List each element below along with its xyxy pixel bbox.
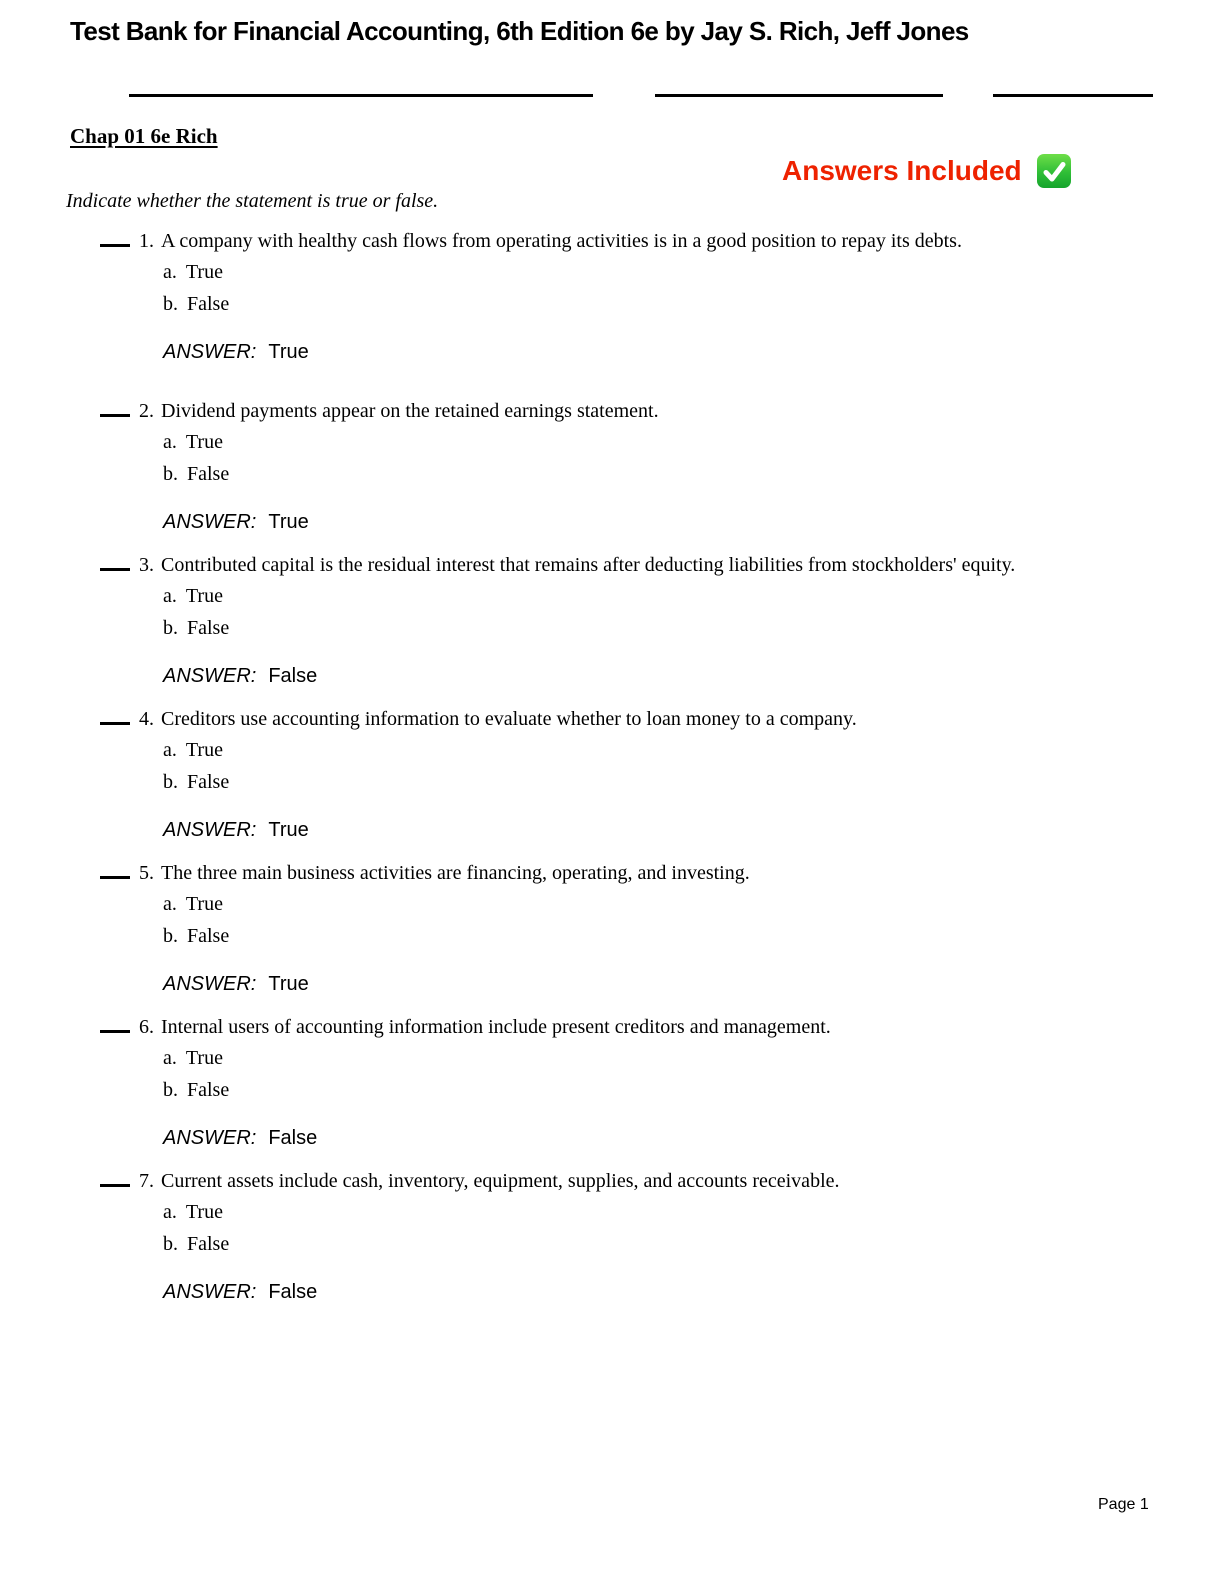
answer-blank-line (100, 414, 130, 417)
answer-line (0, 663, 1224, 689)
option-letter: b. (163, 463, 178, 485)
answer-label: ANSWER: (163, 1127, 257, 1149)
option-text: False (187, 1079, 230, 1101)
question-number: 6. (139, 1016, 154, 1038)
option-letter: b. (163, 617, 178, 639)
answer-line (0, 509, 1224, 535)
answer-label: ANSWER: (163, 819, 257, 841)
answer-label: ANSWER: (163, 341, 257, 363)
document-title: Test Bank for Financial Accounting, 6th Edition 6e by Jay S. Rich, Jeff Jones (70, 16, 969, 46)
answer-blank-line (100, 876, 130, 879)
option-text: True (185, 585, 223, 607)
option-b (0, 461, 1224, 487)
question-text: A company with healthy cash flows from operating activities is in a good position to repay its debts. (161, 230, 962, 252)
option-b (0, 923, 1224, 949)
option-letter: a. (163, 1201, 177, 1223)
answer-value: False (268, 1127, 318, 1149)
question-number: 3. (139, 554, 154, 576)
option-letter: a. (163, 261, 177, 283)
question-6 (0, 1014, 1224, 1151)
option-b (0, 1077, 1224, 1103)
answer-blank-line (100, 722, 130, 725)
option-a (0, 583, 1224, 609)
option-text: True (185, 739, 223, 761)
answer-value: True (268, 819, 309, 841)
option-text: True (185, 1047, 223, 1069)
question-text: Internal users of accounting information include present creditors and management. (161, 1016, 831, 1038)
option-a (0, 1045, 1224, 1071)
option-a (0, 259, 1224, 285)
answer-blank-line (100, 1030, 130, 1033)
option-letter: b. (163, 1233, 178, 1255)
question-text: The three main business activities are financing, operating, and investing. (161, 862, 750, 884)
question-line (0, 860, 1224, 886)
page-number: Page 1 (1098, 1496, 1149, 1513)
option-text: False (187, 617, 230, 639)
answer-line (0, 339, 1224, 365)
option-text: False (187, 293, 230, 315)
question-line (0, 706, 1224, 732)
answer-blank-line (100, 244, 130, 247)
answer-label: ANSWER: (163, 665, 257, 687)
option-a (0, 429, 1224, 455)
option-b (0, 769, 1224, 795)
answer-value: True (268, 341, 309, 363)
blank-rule-1 (129, 94, 593, 97)
question-number: 2. (139, 400, 154, 422)
question-number: 7. (139, 1170, 154, 1192)
question-line (0, 552, 1224, 578)
option-letter: a. (163, 739, 177, 761)
option-b (0, 291, 1224, 317)
question-number: 1. (139, 230, 154, 252)
answer-blank-line (100, 568, 130, 571)
question-line (0, 1014, 1224, 1040)
instruction-text: Indicate whether the statement is true or false. (66, 190, 439, 212)
option-letter: b. (163, 925, 178, 947)
option-letter: a. (163, 431, 177, 453)
option-letter: b. (163, 1079, 178, 1101)
option-text: True (185, 431, 223, 453)
question-text: Dividend payments appear on the retained earnings statement. (161, 400, 659, 422)
question-number: 4. (139, 708, 154, 730)
option-letter: b. (163, 293, 178, 315)
option-b (0, 615, 1224, 641)
answer-line (0, 1279, 1224, 1305)
question-7 (0, 1168, 1224, 1305)
question-number: 5. (139, 862, 154, 884)
answer-blank-line (100, 1184, 130, 1187)
option-text: False (187, 925, 230, 947)
option-text: True (185, 893, 223, 915)
option-a (0, 1199, 1224, 1225)
option-text: True (185, 261, 223, 283)
option-letter: a. (163, 893, 177, 915)
option-letter: a. (163, 585, 177, 607)
option-text: False (187, 463, 230, 485)
question-2 (0, 398, 1224, 535)
option-text: False (187, 771, 230, 793)
question-list (0, 228, 1224, 1322)
blank-rule-2 (655, 94, 943, 97)
option-letter: a. (163, 1047, 177, 1069)
question-5 (0, 860, 1224, 997)
option-a (0, 737, 1224, 763)
option-a (0, 891, 1224, 917)
option-text: False (187, 1233, 230, 1255)
chapter-heading: Chap 01 6e Rich (70, 124, 218, 148)
answer-label: ANSWER: (163, 511, 257, 533)
answer-value: True (268, 511, 309, 533)
answer-label: ANSWER: (163, 973, 257, 995)
answer-value: False (268, 1281, 318, 1303)
option-text: True (185, 1201, 223, 1223)
blank-rule-3 (993, 94, 1153, 97)
question-line (0, 398, 1224, 424)
answer-value: True (268, 973, 309, 995)
question-4 (0, 706, 1224, 843)
option-b (0, 1231, 1224, 1257)
question-line (0, 1168, 1224, 1194)
answer-line (0, 1125, 1224, 1151)
answer-value: False (268, 665, 318, 687)
answer-line (0, 971, 1224, 997)
question-3 (0, 552, 1224, 689)
question-text: Contributed capital is the residual interest that remains after deducting liabilities from stockholders' equity. (161, 554, 1016, 576)
check-mark-icon (1037, 154, 1071, 188)
option-letter: b. (163, 771, 178, 793)
question-1 (0, 228, 1224, 365)
question-text: Current assets include cash, inventory, equipment, supplies, and accounts receivable. (161, 1170, 840, 1192)
answers-included-banner (782, 154, 1071, 188)
question-text: Creditors use accounting information to evaluate whether to loan money to a company. (161, 708, 857, 730)
question-line (0, 228, 1224, 254)
answers-included-label: Answers Included (782, 155, 1022, 186)
answer-line (0, 817, 1224, 843)
answer-label: ANSWER: (163, 1281, 257, 1303)
